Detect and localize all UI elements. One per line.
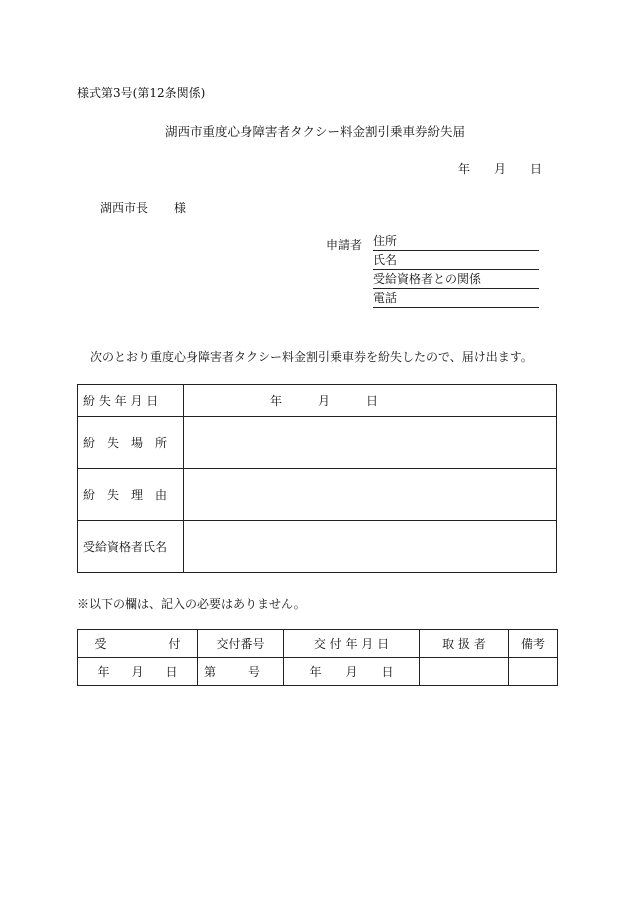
addressee-honorific: 様	[174, 201, 187, 215]
submission-date	[458, 160, 542, 177]
applicant-label: 申請者	[326, 238, 363, 252]
lost-date-month: 月	[318, 394, 331, 408]
table-row	[78, 630, 558, 658]
header-remarks: 備考	[509, 630, 558, 658]
header-handler: 取 扱 者	[420, 630, 509, 658]
addressee-name: 湖西市長	[100, 201, 149, 215]
header-receipt	[78, 630, 198, 658]
header-issue-number: 交付番号	[198, 630, 284, 658]
lost-date-year: 年	[270, 394, 283, 408]
date-month: 月	[494, 162, 507, 176]
lost-reason-label: 紛 失 理 由	[78, 469, 184, 521]
table-row	[78, 521, 557, 573]
form-number: 様式第3号(第12条関係)	[77, 86, 206, 100]
date-year: 年	[458, 162, 471, 176]
applicant-name-field[interactable]	[373, 253, 539, 270]
issue-year: 年	[309, 665, 322, 679]
table-row	[78, 469, 557, 521]
issue-number-cell[interactable]	[198, 658, 284, 686]
applicant-address-field[interactable]	[373, 234, 539, 251]
lost-date-day: 日	[366, 394, 379, 408]
issue-day: 日	[381, 665, 394, 679]
applicant-address-label: 住所	[373, 234, 398, 248]
receipt-year: 年	[97, 665, 110, 679]
statement-text: 次のとおり重度心身障害者タクシー料金割引乗車券を紛失したので、届け出ます。	[90, 350, 533, 364]
issue-number-prefix: 第	[204, 665, 217, 679]
applicant-relation-label: 受給資格者との関係	[373, 272, 482, 286]
receipt-date-cell[interactable]	[78, 658, 198, 686]
date-day: 日	[530, 162, 543, 176]
office-use-note: ※以下の欄は、記入の必要はありません。	[77, 597, 306, 611]
header-issue-date: 交 付 年 月 日	[284, 630, 420, 658]
table-row	[78, 658, 558, 686]
header-receipt-1: 受	[94, 637, 107, 651]
applicant-phone-field[interactable]	[373, 291, 539, 308]
holder-name-field[interactable]	[184, 521, 557, 573]
remarks-cell[interactable]	[509, 658, 558, 686]
applicant-name-label: 氏名	[373, 253, 398, 267]
document-title: 湖西市重度心身障害者タクシー料金割引乗車券紛失届	[164, 124, 465, 139]
lost-details-table	[77, 384, 557, 573]
lost-date-field[interactable]	[184, 385, 557, 417]
office-use-table	[77, 629, 558, 686]
issue-number-suffix: 号	[248, 665, 261, 679]
receipt-day: 日	[165, 665, 178, 679]
applicant-phone-label: 電話	[373, 291, 398, 305]
issue-month: 月	[345, 665, 358, 679]
table-row	[78, 385, 557, 417]
holder-name-label: 受給資格者氏名	[78, 521, 184, 573]
lost-date-label: 紛 失 年 月 日	[78, 385, 184, 417]
table-row	[78, 417, 557, 469]
addressee	[100, 199, 186, 216]
lost-place-label: 紛 失 場 所	[78, 417, 184, 469]
receipt-month: 月	[131, 665, 144, 679]
lost-place-field[interactable]	[184, 417, 557, 469]
issue-date-cell[interactable]	[284, 658, 420, 686]
header-receipt-2: 付	[168, 637, 181, 651]
handler-cell[interactable]	[420, 658, 509, 686]
lost-reason-field[interactable]	[184, 469, 557, 521]
applicant-relation-field[interactable]	[373, 272, 539, 289]
